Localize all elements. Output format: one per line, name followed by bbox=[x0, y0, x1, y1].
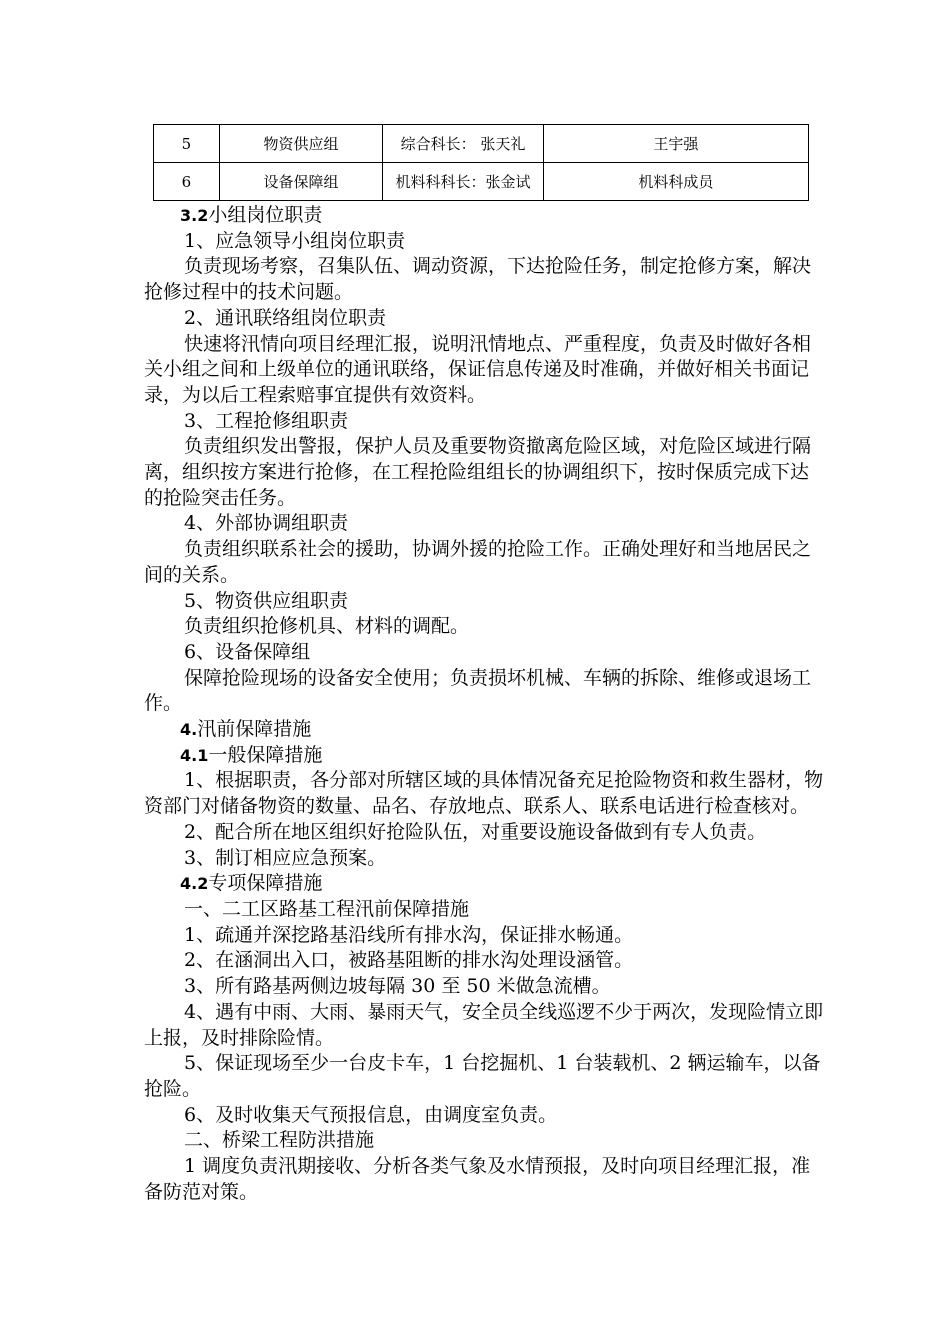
group-leader: 综合科长： 张天礼 bbox=[383, 125, 544, 163]
group-name: 设备保障组 bbox=[219, 163, 382, 201]
row-number: 5 bbox=[154, 125, 220, 163]
section-heading bbox=[144, 717, 824, 743]
section-heading bbox=[144, 871, 824, 897]
paragraph: 负责组织发出警报，保护人员及重要物资撤离危险区域，对危险区域进行隔离，组织按方案进行抢修，在工程抢险组组长的协调组织下，按时保质完成下达的抢险突击任务。 bbox=[144, 435, 812, 509]
section-number: 4.1 bbox=[180, 745, 209, 765]
section-number: 4. bbox=[180, 720, 198, 740]
paragraph: 负责现场考察，召集队伍、调动资源，下达抢险任务，制定抢修方案，解决抢修过程中的技术问题。 bbox=[144, 255, 812, 304]
subsection-title: 1、应急领导小组岗位职责 bbox=[184, 229, 406, 252]
paragraph: 快速将汛情向项目经理汇报，说明汛情地点、严重程度，负责及时做好各相关小组之间和上级单位的通讯联络，保证信息传递及时准确，并做好相关书面记录，为以后工程索赔事宜提供有效资料。 bbox=[144, 332, 812, 406]
subsection-title: 3、工程抢修组职责 bbox=[184, 409, 349, 432]
paragraph: 3、制订相应应急预案。 bbox=[184, 846, 387, 869]
subsection-title: 一、二工区路基工程汛前保障措施 bbox=[184, 897, 470, 920]
section-title: 专项保障措施 bbox=[208, 872, 323, 895]
row-number: 6 bbox=[154, 163, 220, 201]
paragraph: 负责组织抢修机具、材料的调配。 bbox=[184, 615, 470, 638]
paragraph: 6、及时收集天气预报信息，由调度室负责。 bbox=[184, 1103, 558, 1126]
subsection-title: 5、物资供应组职责 bbox=[184, 589, 349, 612]
section-heading bbox=[144, 203, 824, 229]
section-number: 4.2 bbox=[180, 874, 209, 894]
section-title: 小组岗位职责 bbox=[208, 204, 323, 226]
paragraph: 2、在涵洞出入口，被路基阻断的排水沟处理设涵管。 bbox=[184, 949, 634, 972]
paragraph: 保障抢险现场的设备安全使用；负责损坏机械、车辆的拆除、维修或退场工作。 bbox=[144, 666, 812, 715]
subsection-title: 4、外部协调组职责 bbox=[184, 512, 349, 535]
paragraph: 4、遇有中雨、大雨、暴雨天气，安全员全线巡逻不少于两次，发现险情立即上报，及时排除险情。 bbox=[144, 1000, 824, 1049]
paragraph: 负责组织联系社会的援助，协调外援的抢险工作。正确处理好和当地居民之间的关系。 bbox=[144, 538, 812, 586]
paragraph: 1 调度负责汛期接收、分析各类气象及水情预报，及时向项目经理汇报，准备防范对策。 bbox=[144, 1155, 811, 1203]
subsection-title: 2、通讯联络组岗位职责 bbox=[184, 306, 387, 329]
group-leader: 机料科科长：张金试 bbox=[383, 163, 544, 201]
table-row bbox=[154, 163, 809, 201]
section-title: 汛前保障措施 bbox=[197, 718, 312, 741]
group-members: 王宇强 bbox=[543, 125, 808, 163]
document-body bbox=[144, 203, 824, 1205]
section-heading bbox=[144, 743, 824, 769]
section-title: 一般保障措施 bbox=[208, 743, 323, 766]
paragraph: 5、保证现场至少一台皮卡车，1 台挖掘机、1 台装载机、2 辆运输车，以备抢险。 bbox=[144, 1052, 821, 1100]
paragraph: 2、配合所在地区组织好抢险队伍，对重要设施设备做到有专人负责。 bbox=[184, 820, 767, 843]
paragraph: 3、所有路基两侧边坡每隔 30 至 50 米做急流槽。 bbox=[184, 975, 611, 998]
subsection-title: 6、设备保障组 bbox=[184, 640, 311, 663]
group-members: 机料科成员 bbox=[543, 163, 808, 201]
paragraph: 1、疏通并深挖路基沿线所有排水沟，保证排水畅通。 bbox=[184, 923, 634, 946]
subsection-title: 二、桥梁工程防洪措施 bbox=[184, 1129, 375, 1152]
roster-table bbox=[153, 124, 809, 201]
group-name: 物资供应组 bbox=[219, 125, 382, 163]
paragraph: 1、根据职责，各分部对所辖区域的具体情况备充足抢险物资和救生器材，物资部门对储备物资的数量、品名、存放地点、联系人、联系电话进行检查核对。 bbox=[144, 769, 824, 818]
table-row bbox=[154, 125, 809, 163]
section-number: 3.2 bbox=[180, 206, 209, 225]
